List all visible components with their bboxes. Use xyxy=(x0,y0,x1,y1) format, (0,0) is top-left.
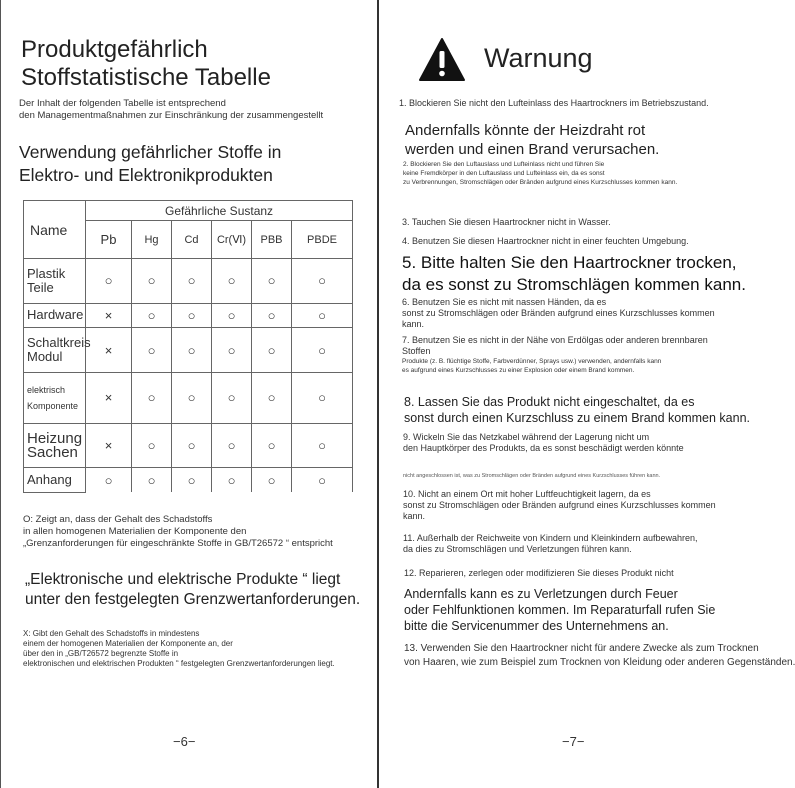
mark-cell: ○ xyxy=(292,423,353,468)
item-line: den Hauptkörper des Produkts, da es sonst beschädigt werden könnte xyxy=(403,443,684,453)
element-header: Pb xyxy=(86,221,132,259)
item-line: Stoffen xyxy=(402,346,431,356)
note-line: „Grenzanforderungen für eingeschränkte Stoffe in GB/T26572 “ entspricht xyxy=(23,538,333,549)
mark-cell: ○ xyxy=(292,303,353,328)
row-name xyxy=(24,328,91,373)
mark-cell: ○ xyxy=(252,468,292,493)
mark-cell: × xyxy=(86,372,132,423)
subheading xyxy=(19,141,281,187)
item-line: 10. Nicht an einem Ort mit hoher Luftfeuchtigkeit lagern, da es xyxy=(403,489,651,499)
warning-item-6 xyxy=(402,297,715,330)
compliance-statement xyxy=(25,570,360,610)
item-line: es aufgrund eines Kurzschlusses zu einer Explosion oder einem Brand kommen. xyxy=(402,367,635,374)
mark-cell: ○ xyxy=(132,423,172,468)
mark-cell: ○ xyxy=(86,259,132,304)
item-line: 6. Benutzen Sie es nicht mit nassen Händen, da es xyxy=(402,297,607,307)
mark-cell: × xyxy=(86,303,132,328)
warning-item-12: 12. Reparieren, zerlegen oder modifizieren Sie dieses Produkt nicht xyxy=(404,568,674,578)
row-name-line: Sachen xyxy=(27,443,78,461)
title-line: Stoffstatistische Tabelle xyxy=(21,64,271,91)
item-line: von Haaren, wie zum Beispiel zum Trocknen von Kleidung oder anderen Gegenständen. xyxy=(404,657,795,668)
item-line: 7. Benutzen Sie es nicht in der Nähe von Erdölgas oder anderen brennbaren xyxy=(402,335,708,345)
item-line: zu Verbrennungen, Stromschlägen oder Bränden aufgrund eines Kurzschlusses kommen kann. xyxy=(403,179,678,186)
mark-cell: ○ xyxy=(132,468,172,493)
note-line: einem der homogenen Materialien der Komponente an, der xyxy=(23,639,233,648)
mark-cell: ○ xyxy=(252,259,292,304)
mark-cell: ○ xyxy=(212,423,252,468)
page-number: −6− xyxy=(173,734,196,749)
warning-title: Warnung xyxy=(484,43,593,73)
mark-cell: ○ xyxy=(252,372,292,423)
table-row xyxy=(24,259,353,304)
table-row xyxy=(24,423,353,468)
note-line: X: Gibt den Gehalt des Schadstoffs in mindestens xyxy=(23,629,200,638)
consequence-line: oder Fehlfunktionen kommen. Im Reparaturfall rufen Sie xyxy=(404,603,716,617)
note-o-legend xyxy=(23,514,333,550)
element-header: PBDE xyxy=(292,221,353,259)
note-line: über den in „GB/T26572 begrenzte Stoffe in xyxy=(23,649,179,658)
warning-item-11 xyxy=(403,533,698,555)
item-line: da dies zu Stromschlägen und Verletzungen führen kann. xyxy=(403,544,632,554)
note-line: in allen homogenen Materialien der Komponente den xyxy=(23,526,247,537)
warning-item-10 xyxy=(403,489,716,522)
warning-item-4: 4. Benutzen Sie diesen Haartrockner nicht in einer feuchten Umgebung. xyxy=(402,236,689,246)
name-header: Name xyxy=(24,201,86,259)
intro-line: den Managementmaßnahmen zur Einschränkung der zusammengestellt xyxy=(19,110,324,121)
mark-cell: ○ xyxy=(212,468,252,493)
row-name-line: Schaltkreis xyxy=(27,335,91,351)
mark-cell: × xyxy=(86,423,132,468)
table-row xyxy=(24,372,353,423)
row-name-line: Plastik xyxy=(27,265,66,281)
item-line: kann. xyxy=(403,511,426,521)
mark-cell: ○ xyxy=(212,328,252,373)
warning-item-2 xyxy=(403,160,677,187)
mark-cell: ○ xyxy=(172,303,212,328)
intro-text xyxy=(19,98,323,122)
item-line: 11. Außerhalb der Reichweite von Kindern und Kleinkindern aufbewahren, xyxy=(403,533,698,543)
mark-cell: ○ xyxy=(212,372,252,423)
warning-item-7-detail xyxy=(402,357,661,375)
item-line: keine Fremdkörper in den Luftauslass und Lufteinlass ein, da es sonst xyxy=(403,170,605,177)
mark-cell: ○ xyxy=(86,468,132,493)
row-name-line: Anhang xyxy=(27,472,72,488)
mark-cell: ○ xyxy=(292,468,353,493)
row-name xyxy=(24,372,86,423)
mark-cell: ○ xyxy=(172,259,212,304)
row-name xyxy=(24,468,86,493)
table-row xyxy=(24,468,353,493)
warning-item-12-consequence xyxy=(404,586,715,634)
item-line: da es sonst zu Stromschlägen kommen kann. xyxy=(402,275,746,294)
element-header: PBB xyxy=(252,221,292,259)
row-name-line: Heizung xyxy=(27,429,83,447)
table-row xyxy=(24,328,353,373)
warning-item-9-detail: nicht angeschlossen ist, was zu Stromschlägen oder Bränden aufgrund eines Kurzschlusses führen kann. xyxy=(403,473,661,479)
item-line: Produkte (z. B. flüchtige Stoffe, Farbverdünner, Sprays usw.) verwenden, andernfalls kann xyxy=(402,358,662,365)
item-line: kann. xyxy=(402,319,425,329)
substance-group-header: Gefährliche Sustanz xyxy=(86,201,353,221)
mark-cell: ○ xyxy=(172,468,212,493)
mark-cell: × xyxy=(86,328,132,373)
element-header: Cr(Ⅵ) xyxy=(212,221,252,259)
mark-cell: ○ xyxy=(132,259,172,304)
item-line: sonst durch einen Kurzschluss zu einem Brand kommen kann. xyxy=(404,411,751,425)
row-name-line: Teile xyxy=(27,279,54,295)
row-name-line: elektrisch xyxy=(27,384,66,395)
mark-cell: ○ xyxy=(172,328,212,373)
warning-item-13 xyxy=(404,642,795,670)
mark-cell: ○ xyxy=(212,303,252,328)
title-line: Produktgefährlich xyxy=(21,36,208,63)
mark-cell: ○ xyxy=(212,259,252,304)
mark-cell: ○ xyxy=(252,423,292,468)
item-line: 8. Lassen Sie das Produkt nicht eingeschaltet, da es xyxy=(404,395,695,409)
mark-cell: ○ xyxy=(132,328,172,373)
subheading-line: Elektro- und Elektronikprodukten xyxy=(19,165,273,185)
warning-item-8 xyxy=(404,394,750,426)
mark-cell: ○ xyxy=(132,303,172,328)
element-header: Cd xyxy=(172,221,212,259)
mark-cell: ○ xyxy=(172,372,212,423)
statement-line: „Elektronische und elektrische Produkte “ liegt xyxy=(25,571,341,588)
warning-item-7 xyxy=(402,335,708,357)
warning-item-5 xyxy=(402,252,746,296)
element-header: Hg xyxy=(132,221,172,259)
subheading-line: Verwendung gefährlicher Stoffe in xyxy=(19,142,282,162)
mark-cell: ○ xyxy=(252,303,292,328)
row-name-line: Komponente xyxy=(27,400,79,411)
hazardous-substance-table xyxy=(23,200,353,493)
mark-cell: ○ xyxy=(292,372,353,423)
row-name-line: Hardware xyxy=(27,307,84,323)
consequence-line: Andernfalls könnte der Heizdraht rot xyxy=(405,122,646,139)
item-line: 5. Bitte halten Sie den Haartrockner trocken, xyxy=(402,253,737,272)
mark-cell: ○ xyxy=(292,328,353,373)
table-title xyxy=(21,36,271,92)
note-line: O: Zeigt an, dass der Gehalt des Schadstoffs xyxy=(23,514,213,525)
page-number: −7− xyxy=(562,734,585,749)
consequence-line: werden und einen Brand verursachen. xyxy=(405,141,660,158)
row-name xyxy=(24,303,86,328)
statement-line: unter den festgelegten Grenzwertanforderungen. xyxy=(25,591,361,608)
warning-item-3: 3. Tauchen Sie diesen Haartrockner nicht in Wasser. xyxy=(402,217,611,227)
note-x-legend xyxy=(23,629,335,669)
row-name xyxy=(24,423,86,468)
warning-item-1-consequence xyxy=(405,121,659,159)
table-row xyxy=(24,303,353,328)
mark-cell: ○ xyxy=(252,328,292,373)
warning-item-1: 1. Blockieren Sie nicht den Lufteinlass des Haartrockners im Betriebszustand. xyxy=(399,98,709,108)
item-line: sonst zu Stromschlägen oder Bränden aufgrund eines Kurzschlusses kommen xyxy=(403,500,716,510)
item-line: sonst zu Stromschlägen oder Bränden aufgrund eines Kurzschlusses kommen xyxy=(402,308,715,318)
warning-item-9 xyxy=(403,432,684,454)
mark-cell: ○ xyxy=(132,372,172,423)
consequence-line: Andernfalls kann es zu Verletzungen durch Feuer xyxy=(404,587,678,601)
item-line: 2. Blockieren Sie den Luftauslass und Lufteinlass nicht und führen Sie xyxy=(403,161,605,168)
note-line: elektronischen und elektrischen Produkten “ festgelegten Grenzwertanforderungen liegt. xyxy=(23,659,335,668)
warning-triangle-icon xyxy=(418,36,466,84)
item-line: 13. Verwenden Sie den Haartrockner nicht für andere Zwecke als zum Trocknen xyxy=(404,643,759,654)
row-name xyxy=(24,259,86,304)
item-line: 9. Wickeln Sie das Netzkabel während der Lagerung nicht um xyxy=(403,432,650,442)
row-name-line: Modul xyxy=(27,349,63,365)
mark-cell: ○ xyxy=(292,259,353,304)
intro-line: Der Inhalt der folgenden Tabelle ist entsprechend xyxy=(19,98,226,109)
consequence-line: bitte die Servicenummer des Unternehmens an. xyxy=(404,619,669,633)
page-left xyxy=(0,0,378,788)
mark-cell: ○ xyxy=(172,423,212,468)
